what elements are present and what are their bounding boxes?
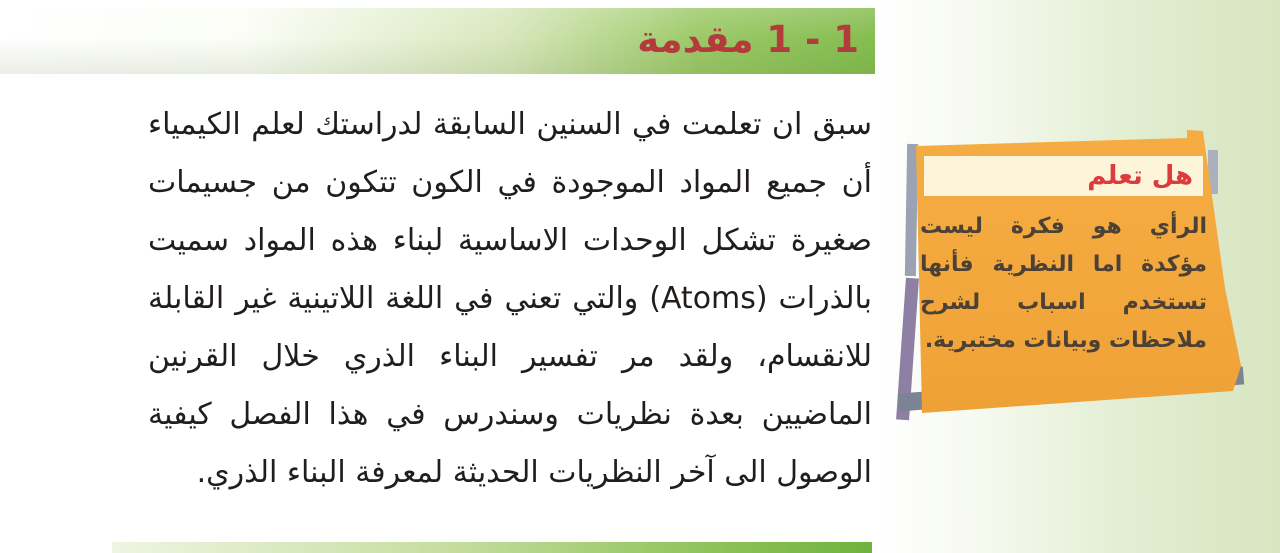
intro-paragraph-text: سبق ان تعلمت في السنين السابقة لدراستك لعلم الكيمياء أن جميع المواد الموجودة في الكون تتكون من جسيمات صغيرة تشكل الوحدات الاساسية لبناء هذه المواد سميت بالذرات (Atoms) والتي تعني في اللغة اللاتينية غير القابلة للانقسام، ولقد مر تفسير البناء الذري خلال القرنين الماضيين بعدة نظريات وسندرس في هذا الفصل كيفية الوصول الى آخر النظريات الحديثة لمعرفة البناء الذري.: [148, 107, 872, 490]
note-stacked-edge-gray: [905, 144, 918, 276]
note-body-text: الرأي هو فكرة ليست مؤكدة اما النظرية فأنها تستخدم اسباب لشرح ملاحظات وبيانات مختبرية.: [920, 214, 1207, 353]
section-title-bar: [0, 8, 875, 74]
bottom-green-strip: [112, 542, 872, 553]
note-header-band: [924, 156, 1203, 196]
note-header-title: هل تعلم: [1087, 161, 1193, 191]
did-you-know-note: [900, 128, 1250, 433]
section-title: 1 - 1 مقدمة: [637, 17, 859, 61]
